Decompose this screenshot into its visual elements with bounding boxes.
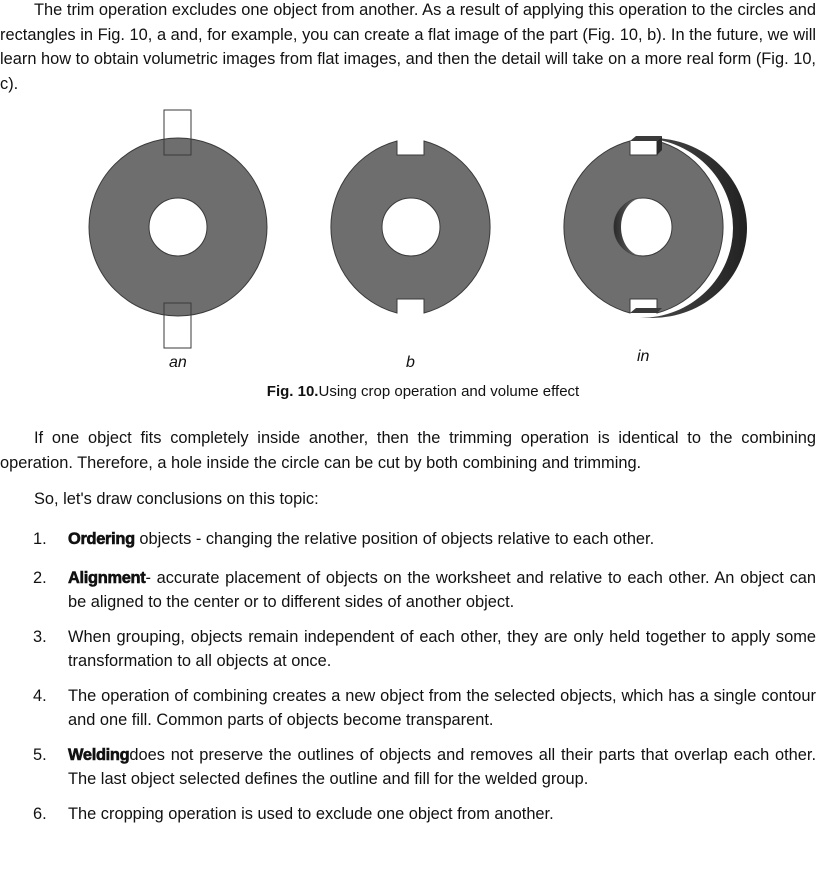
- list-text: The operation of combining creates a new object from the selected objects, which has a single contour and one fill. Common parts of objects become transparent.: [68, 686, 816, 729]
- list-item: [0, 802, 816, 827]
- caption-number: Fig. 10.: [266, 383, 319, 400]
- figure-part-a: [89, 110, 267, 348]
- figure-part-c: [564, 136, 747, 318]
- list-number: 2.: [33, 568, 47, 587]
- list-text: When grouping, objects remain independent of each other, they are only held together to apply some transformation to all objects at once.: [68, 627, 816, 670]
- list-item: [0, 743, 816, 792]
- list-number: 1.: [33, 530, 47, 548]
- intro-paragraph: [0, 0, 816, 96]
- figure-10: [0, 100, 816, 371]
- list-term: Ordering: [68, 530, 135, 548]
- list-item: [0, 684, 816, 733]
- paragraph-2-text: If one object fits completely inside another, then the trimming operation is identical to the combining operation. Therefore, a hole inside the circle can be cut by both combining and trimming.: [0, 429, 816, 472]
- paragraph-3: [0, 487, 816, 512]
- figure-label-c: in: [637, 348, 650, 365]
- list-term: Alignment: [68, 568, 146, 587]
- list-number: 3.: [33, 627, 47, 646]
- conclusions-list: [0, 527, 816, 826]
- list-item: [0, 625, 816, 674]
- figure-part-b: [331, 141, 490, 313]
- paragraph-2: [0, 426, 816, 475]
- list-number: 5.: [33, 745, 47, 764]
- list-item: [0, 527, 816, 552]
- list-number: 6.: [33, 804, 47, 823]
- paragraph-3-text: So, let's draw conclusions on this topic:: [34, 490, 319, 508]
- figure-label-b: b: [406, 354, 415, 371]
- list-number: 4.: [33, 686, 47, 705]
- list-text: - accurate placement of objects on the worksheet and relative to each other. An object can be aligned to the center or to different sides of another object.: [68, 568, 816, 611]
- caption-text: Using crop operation and volume effect: [318, 383, 580, 400]
- figure-caption: [0, 383, 816, 400]
- list-text: The cropping operation is used to exclude one object from another.: [68, 804, 554, 823]
- intro-text: The trim operation excludes one object from another. As a result of applying this operation to the circles and rectangles in Fig. 10, a and, for example, you can create a flat image of the part (Fig. 10, b). In the future, we will learn how to obtain volumetric images from flat images, and then the detail will take on a more real form (Fig. 10, c).: [0, 1, 816, 93]
- figure-drawing: [0, 100, 816, 350]
- figure-label-a: an: [169, 354, 187, 371]
- list-term: Welding: [68, 745, 130, 764]
- list-text: does not preserve the outlines of objects and removes all their parts that overlap each other. The last object selected defines the outline and fill for the welded group.: [68, 745, 816, 788]
- list-item: [0, 566, 816, 615]
- list-text: objects - changing the relative position of objects relative to each other.: [134, 530, 655, 548]
